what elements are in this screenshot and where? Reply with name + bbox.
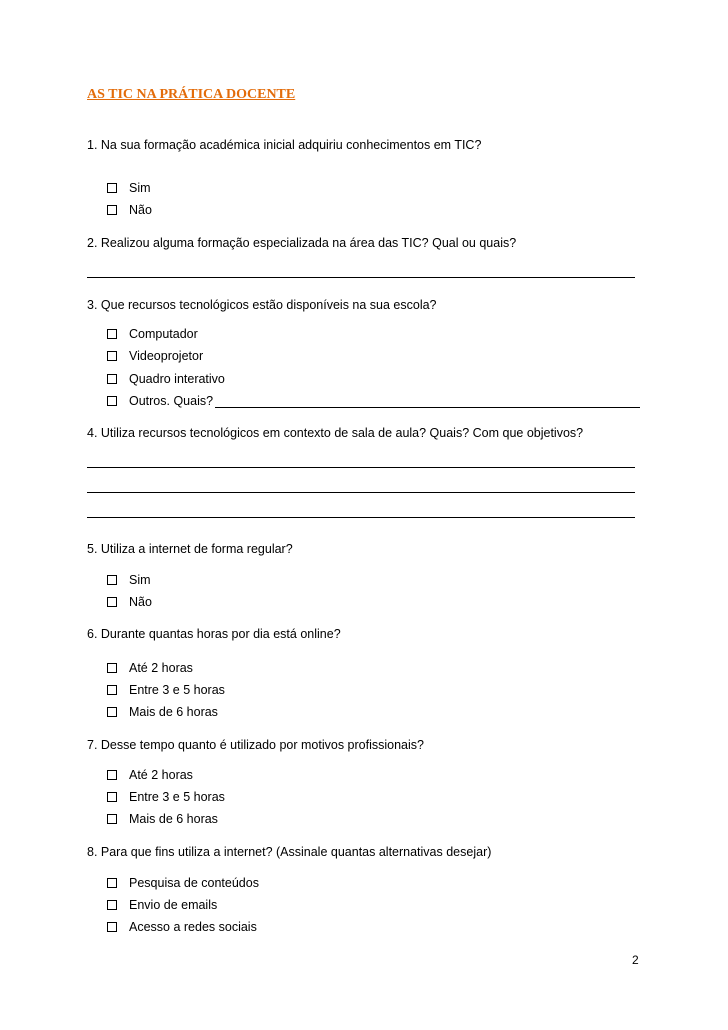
option-label: Quadro interativo: [129, 372, 225, 386]
checkbox[interactable]: [107, 575, 117, 585]
option-q1-nao[interactable]: [107, 203, 152, 217]
answer-line[interactable]: [215, 395, 640, 408]
checkbox[interactable]: [107, 685, 117, 695]
answer-line[interactable]: [87, 277, 635, 278]
question-3: 3. Que recursos tecnológicos estão disponíveis na sua escola?: [87, 298, 437, 312]
option-q5-nao[interactable]: [107, 595, 152, 609]
option-q8-pesquisa[interactable]: [107, 876, 259, 890]
option-q6-3a5[interactable]: [107, 683, 225, 697]
option-q8-emails[interactable]: [107, 898, 217, 912]
option-label: Até 2 horas: [129, 661, 193, 675]
option-label: Envio de emails: [129, 898, 218, 912]
checkbox[interactable]: [107, 329, 117, 339]
option-q5-sim[interactable]: [107, 573, 151, 587]
checkbox[interactable]: [107, 396, 117, 406]
checkbox[interactable]: [107, 374, 117, 384]
option-q8-redes[interactable]: [107, 920, 257, 934]
option-q7-ate2[interactable]: [107, 768, 193, 782]
answer-line[interactable]: [87, 492, 635, 493]
option-label: Sim: [129, 181, 151, 195]
checkbox[interactable]: [107, 770, 117, 780]
page-title: AS TIC NA PRÁTICA DOCENTE: [87, 87, 296, 102]
page-number: 2: [632, 953, 639, 967]
option-q3-outros[interactable]: [107, 394, 640, 408]
option-label: Até 2 horas: [129, 768, 193, 782]
checkbox[interactable]: [107, 183, 117, 193]
option-q3-videoprojetor[interactable]: [107, 349, 203, 363]
checkbox[interactable]: [107, 792, 117, 802]
question-2: 2. Realizou alguma formação especializada na área das TIC? Qual ou quais?: [87, 236, 517, 250]
option-label: Videoprojetor: [129, 349, 204, 363]
question-5: 5. Utiliza a internet de forma regular?: [87, 542, 293, 556]
question-4: 4. Utiliza recursos tecnológicos em contexto de sala de aula? Quais? Com que objetivos?: [87, 426, 584, 440]
option-label: Entre 3 e 5 horas: [129, 683, 225, 697]
checkbox[interactable]: [107, 205, 117, 215]
option-q1-sim[interactable]: [107, 181, 151, 195]
checkbox[interactable]: [107, 922, 117, 932]
option-label: Mais de 6 horas: [129, 812, 218, 826]
option-label: Não: [129, 595, 152, 609]
answer-line[interactable]: [87, 467, 635, 468]
checkbox[interactable]: [107, 900, 117, 910]
question-8: 8. Para que fins utiliza a internet? (Assinale quantas alternativas desejar): [87, 845, 492, 859]
checkbox[interactable]: [107, 597, 117, 607]
checkbox[interactable]: [107, 707, 117, 717]
option-label: Não: [129, 203, 152, 217]
option-label: Outros. Quais?: [129, 394, 214, 408]
option-q7-mais6[interactable]: [107, 812, 218, 826]
option-label: Pesquisa de conteúdos: [129, 876, 259, 890]
checkbox[interactable]: [107, 878, 117, 888]
question-6: 6. Durante quantas horas por dia está online?: [87, 627, 341, 641]
answer-line[interactable]: [87, 517, 635, 518]
option-q6-mais6[interactable]: [107, 705, 218, 719]
option-label: Entre 3 e 5 horas: [129, 790, 225, 804]
option-label: Sim: [129, 573, 151, 587]
checkbox[interactable]: [107, 351, 117, 361]
option-q3-computador[interactable]: [107, 327, 198, 341]
option-label: Computador: [129, 327, 198, 341]
option-label: Mais de 6 horas: [129, 705, 218, 719]
question-1: 1. Na sua formação académica inicial adquiriu conhecimentos em TIC?: [87, 138, 482, 152]
option-q6-ate2[interactable]: [107, 661, 193, 675]
question-7: 7. Desse tempo quanto é utilizado por motivos profissionais?: [87, 738, 424, 752]
checkbox[interactable]: [107, 663, 117, 673]
option-q3-quadro[interactable]: [107, 372, 225, 386]
option-q7-3a5[interactable]: [107, 790, 225, 804]
checkbox[interactable]: [107, 814, 117, 824]
option-label: Acesso a redes sociais: [129, 920, 257, 934]
